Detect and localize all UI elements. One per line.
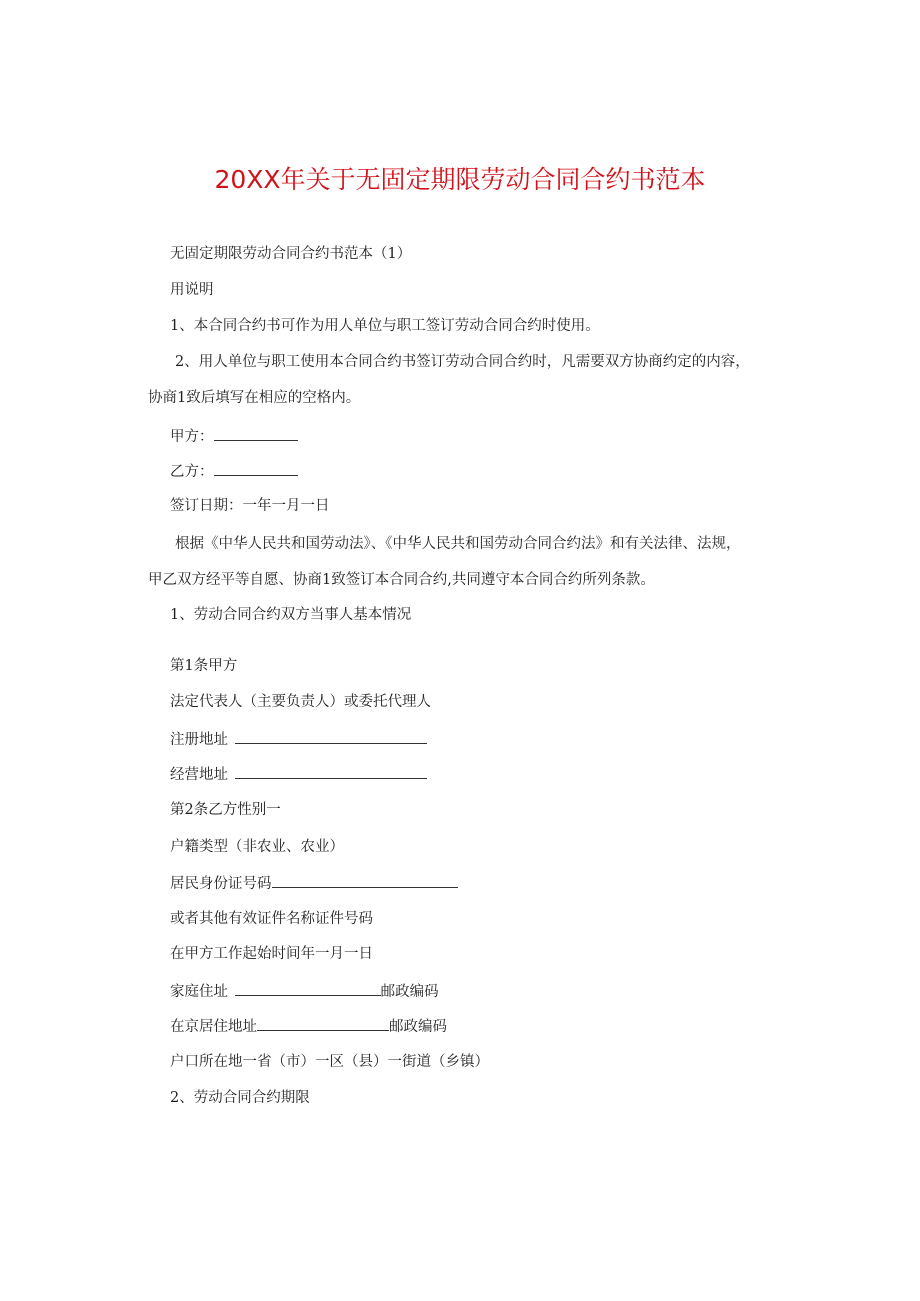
party-b-row [170, 461, 298, 482]
party-a-blank[interactable] [214, 426, 298, 441]
article-1: 第1条甲方 [170, 658, 238, 674]
party-b-label: 乙方： [170, 464, 214, 480]
sign-date: 签订日期：一年一月一日 [170, 498, 330, 514]
beijing-address-label: 在京居住地址 [170, 1019, 257, 1035]
registered-address-blank[interactable] [235, 729, 427, 744]
postcode-label-2: 邮政编码 [389, 1019, 447, 1035]
home-address-label: 家庭住址 [170, 984, 228, 1000]
legal-representative: 法定代表人（主要负责人）或委托代理人 [170, 694, 431, 710]
beijing-address-blank[interactable] [257, 1016, 389, 1031]
start-date: 在甲方工作起始时间年一月一日 [170, 946, 373, 962]
beijing-address-row [170, 1016, 447, 1037]
document-title: 20XX年关于无固定期限劳动合同合约书范本 [214, 165, 706, 194]
operating-address-row [170, 764, 427, 785]
home-address-blank[interactable] [235, 981, 381, 996]
article-2: 第2条乙方性别一 [170, 802, 281, 818]
basis-line-1: 根据《中华人民共和国劳动法》、《中华人民共和国劳动合同合约法》和有关法律、法规， [175, 536, 741, 552]
section-2-heading: 2、劳动合同合约期限 [170, 1090, 310, 1106]
registered-address-row [170, 729, 427, 750]
id-number-blank[interactable] [272, 873, 458, 888]
usage-item-1: 1、本合同合约书可作为用人单位与职工签订劳动合同合约时使用。 [170, 318, 600, 334]
hukou-location: 户口所在地一省（市）一区（县）一街道（乡镇） [170, 1054, 489, 1070]
party-a-label: 甲方： [170, 429, 214, 445]
party-a-row [170, 426, 298, 447]
party-b-blank[interactable] [214, 461, 298, 476]
hukou-type: 户籍类型（非农业、农业） [170, 839, 344, 855]
registered-address-label: 注册地址 [170, 732, 228, 748]
usage-item-2: 2、用人单位与职工使用本合同合约书签订劳动合同合约时，凡需要双方协商约定的内容， [175, 354, 750, 370]
id-number-row [170, 873, 458, 894]
operating-address-blank[interactable] [235, 764, 427, 779]
subtitle: 无固定期限劳动合同合约书范本（1） [170, 246, 412, 262]
id-number-label: 居民身份证号码 [170, 876, 272, 892]
section-1-heading: 1、劳动合同合约双方当事人基本情况 [170, 607, 412, 623]
usage-heading: 用说明 [170, 282, 214, 298]
other-id: 或者其他有效证件名称证件号码 [170, 911, 373, 927]
operating-address-label: 经营地址 [170, 767, 228, 783]
basis-line-2: 甲乙双方经平等自愿、协商1致签订本合同合约,共同遵守本合同合约所列条款。 [148, 572, 655, 588]
home-address-row [170, 981, 439, 1002]
postcode-label-1: 邮政编码 [380, 984, 439, 1000]
usage-item-2-cont: 协商1致后填写在相应的空格内。 [148, 390, 361, 406]
